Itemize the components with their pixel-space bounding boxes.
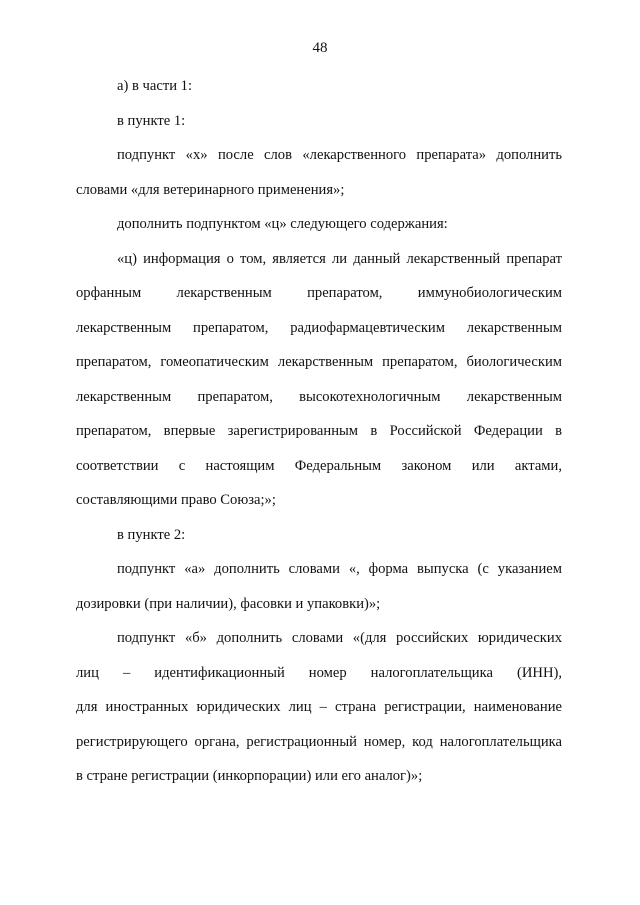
paragraph-subpoint-ts-line: препаратом, впервые зарегистрированным в Российской Федерации в [76, 423, 562, 439]
paragraph-subpoint-x-line: подпункт «х» после слов «лекарственного препарата» дополнить [117, 147, 562, 163]
paragraph-subpoint-ts-line: составляющими право Союза;»; [76, 492, 276, 508]
paragraph-subpoint-ts-line: соответствии с настоящим Федеральным законом или актами, [76, 457, 562, 474]
paragraph-point-2: в пункте 2: [117, 526, 186, 543]
paragraph-subpoint-b-line: в стране регистрации (инкорпорации) или его аналог)»; [76, 768, 423, 784]
paragraph-subpoint-ts-line: препаратом, гомеопатическим лекарственным препаратом, биологическим [76, 354, 562, 370]
paragraph-subpoint-b-line: регистрирующего органа, регистрационный номер, код налогоплательщика [76, 733, 562, 750]
paragraph-subpoint-ts-line: лекарственным препаратом, высокотехнологичным лекарственным [76, 388, 562, 405]
paragraph-add-subpoint-ts: дополнить подпунктом «ц» следующего содержания: [117, 216, 448, 232]
paragraph-subpoint-a-line: подпункт «а» дополнить словами «, форма выпуска (с указанием [117, 561, 562, 577]
paragraph-point-1: в пункте 1: [117, 112, 186, 129]
document-body [76, 69, 562, 794]
page-number: 48 [312, 40, 328, 56]
paragraph-subpoint-a-line: дозировки (при наличии), фасовки и упаковки)»; [76, 595, 381, 612]
paragraph-subpoint-b-line: лиц – идентификационный номер налогоплательщика (ИНН), [76, 664, 562, 681]
paragraph-subpoint-b-line: для иностранных юридических лиц – страна регистрации, наименование [76, 699, 562, 715]
paragraph-a-part-1: а) в части 1: [117, 78, 193, 94]
paragraph-subpoint-b-line: подпункт «б» дополнить словами «(для российских юридических [117, 630, 562, 646]
paragraph-subpoint-x-line: словами «для ветеринарного применения»; [76, 181, 345, 198]
paragraph-subpoint-ts-line: «ц) информация о том, является ли данный лекарственный препарат [117, 250, 562, 267]
paragraph-subpoint-ts-line: орфанным лекарственным препаратом, иммунобиологическим [76, 285, 562, 301]
paragraph-subpoint-ts-line: лекарственным препаратом, радиофармацевтическим лекарственным [76, 319, 562, 336]
